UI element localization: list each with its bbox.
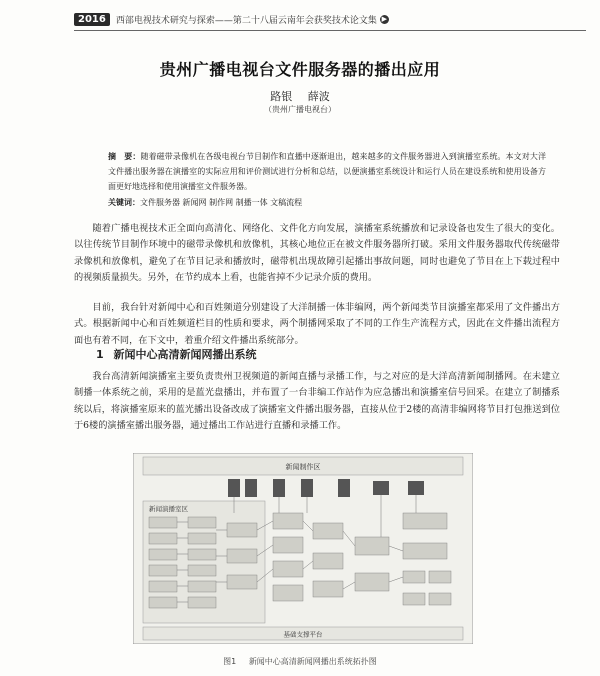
- studio-box: [149, 597, 177, 608]
- center-box: [313, 581, 343, 597]
- studio-box: [188, 581, 216, 592]
- right-box: [403, 543, 447, 559]
- server-rack: [273, 479, 285, 497]
- studio-box: [149, 565, 177, 576]
- studio-box: [227, 523, 257, 537]
- right-box: [403, 513, 447, 529]
- author-list: [0, 88, 600, 104]
- studio-box: [188, 533, 216, 544]
- studio-box: [227, 575, 257, 589]
- studio-box: [188, 597, 216, 608]
- center-box: [273, 537, 303, 553]
- platform-label: 基础支撑平台: [283, 630, 323, 639]
- center-box: [313, 553, 343, 569]
- section-heading: [96, 346, 257, 362]
- studio-box: [149, 517, 177, 528]
- topology-diagram: [133, 453, 473, 644]
- arrow-right-icon: ▶: [381, 14, 388, 23]
- year-badge: 2016: [74, 13, 110, 26]
- right-box: [429, 571, 451, 583]
- author-name: 路银: [270, 90, 293, 103]
- studio-box: [188, 565, 216, 576]
- affiliation: （贵州广播电视台）: [264, 105, 336, 114]
- server-rack: [373, 481, 389, 495]
- body-paragraph-2: 目前，我台针对新闻中心和百姓频道分别建设了大洋制播一体非编网，两个新闻类节目演播室都采用了文件播出方式。根据新闻中心和百姓频道栏目的性质和要求，两个制播网采取了不同的工作生产流程方式，因此在文件播出流程方面也有着不同，在下文中，着重介绍文件播出系统部分。: [74, 302, 560, 346]
- server-rack: [408, 481, 424, 495]
- right-box: [403, 593, 425, 605]
- figure-caption: [0, 656, 600, 667]
- center-box: [313, 523, 343, 539]
- center-box: [273, 513, 303, 529]
- studio-box: [188, 549, 216, 560]
- right-box: [429, 593, 451, 605]
- caption-number: 图1: [223, 657, 237, 666]
- author-name: 薛波: [307, 90, 330, 103]
- center-box: [273, 585, 303, 601]
- section-title: 新闻中心高清新闻网播出系统: [113, 348, 257, 361]
- abstract-text: 随着磁带录像机在各级电视台节目制作和直播中逐渐退出，越来越多的文件服务器进入到演播室系统。本文对大洋文件播出服务器在演播室的实际应用和评价测试进行分析和总结，以便演播室系统设计和运行人员在建设系统和使用设备方面更好地选择和使用演播室文件服务器。: [108, 152, 546, 191]
- caption-text: 新闻中心高清新闻网播出系统拓扑图: [248, 657, 377, 666]
- body-paragraph-1: 随着广播电视技术正全面向高清化、网络化、文件化方向发展，演播室系统播放和记录设备也发生了很大的变化。以往传统节目制作环境中的磁带录像机和放像机，其核心地位正在被文件服务器所打破。采用文件服务器取代传统磁带录像机和放像机，避免了在节目记录和播放时，磁带机出现故障引起播出事故问题，同时也避免了节目在上下载过程中的视频质量损失。另外，在节约成本上看，也能省掉不少记录介质的费用。: [74, 223, 560, 284]
- server-rack: [301, 479, 313, 497]
- production-zone-label: 新闻制作区: [285, 463, 321, 471]
- server-rack: [338, 479, 350, 497]
- keywords-label: 关键词：: [108, 198, 140, 207]
- topology-figure: [133, 453, 473, 644]
- header-rule: [74, 30, 586, 31]
- server-rack: [245, 479, 257, 497]
- section-number: 1: [96, 348, 104, 361]
- body-paragraph-3: 我台高清新闻演播室主要负责贵州卫视频道的新闻直播与录播工作，与之对应的是大洋高清新闻制播网。在未建立制播一体系统之前，采用的是蓝光盘播出，并布置了一台非编工作站作为应急播出和演播室信号回采。在建立了制播系统以后，将演播室原来的蓝光播出设备改成了演播室文件播出服务器，直接从位于2楼的高清非编网将节目打包推送到位于6楼的演播室播出服务器，通过播出工作站进行直播和录播工作。: [74, 371, 560, 432]
- studio-zone-label: 新闻演播室区: [149, 505, 188, 513]
- abstract-label: 摘 要：: [108, 152, 141, 161]
- server-rack: [228, 479, 240, 497]
- article-title: 贵州广播电视台文件服务器的播出应用: [159, 60, 441, 79]
- studio-box: [149, 533, 177, 544]
- keywords: [108, 196, 546, 209]
- running-title: 西部电视技术研究与探索——第二十八届云南年会获奖技术论文集: [115, 15, 377, 26]
- studio-box: [188, 517, 216, 528]
- center-box: [273, 561, 303, 577]
- center-box: [355, 573, 389, 591]
- studio-box: [227, 549, 257, 563]
- studio-box: [149, 581, 177, 592]
- right-box: [403, 571, 425, 583]
- abstract: [108, 149, 546, 194]
- running-header: [74, 10, 584, 28]
- studio-box: [149, 549, 177, 560]
- center-box: [355, 537, 389, 555]
- keywords-text: 文件服务器 新闻网 制作网 制播一体 文稿流程: [140, 198, 303, 207]
